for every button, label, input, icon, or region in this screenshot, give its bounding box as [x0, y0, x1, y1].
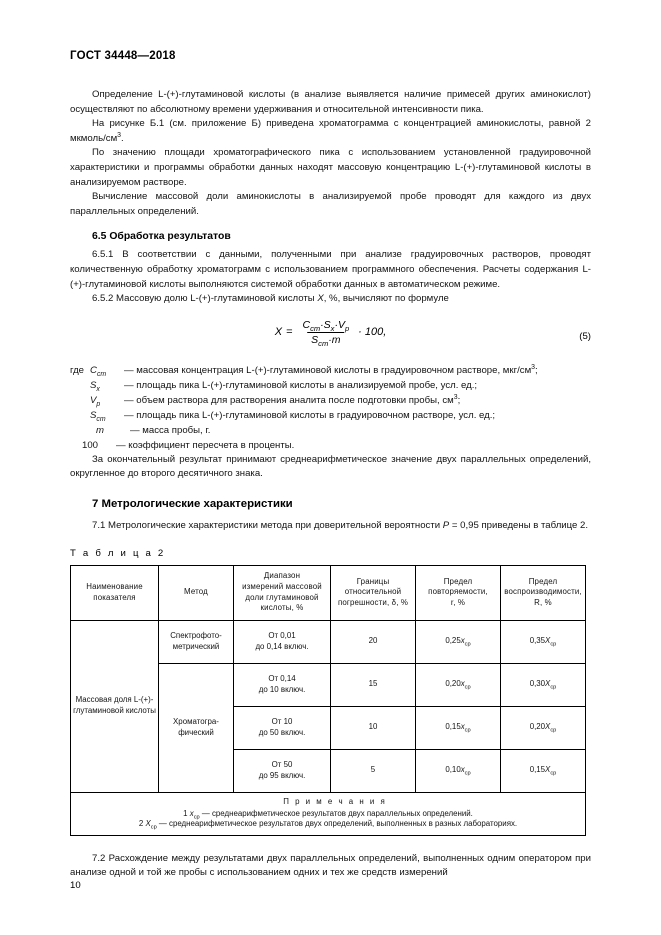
- variable-symbol: [90, 393, 124, 408]
- variable-definition: [124, 378, 591, 393]
- variable-definition: [124, 393, 591, 408]
- cell-reproducibility: [501, 706, 586, 749]
- note-variable-sub: ср: [150, 824, 157, 831]
- variable-dash: —: [124, 394, 134, 406]
- variable-symbol-text: S: [90, 409, 97, 421]
- table-notes: [71, 792, 586, 835]
- paragraph-calculation: [70, 190, 591, 219]
- variable-definition-row: [70, 378, 591, 393]
- variable-definition-sup: 3: [531, 363, 536, 371]
- numerator-v-sub: р: [344, 323, 350, 333]
- variable-symbol-text: V: [90, 394, 97, 406]
- notes-title: П р и м е ч а н и я: [283, 797, 387, 807]
- paragraph-determination: [70, 88, 591, 117]
- variable-definition-text: площадь пика L-(+)-глутаминовой кислоты в градуировочном растворе, усл. ед.;: [136, 409, 496, 421]
- range-line: до 10 включ.: [258, 684, 306, 694]
- paragraph-7-1: [70, 519, 591, 534]
- paragraph-chromatogram-text: На рисунке Б.1 (см. приложение Б) приведена хроматограмма с концентрацией аминокислоты, равной 2 мкмоль/см: [70, 118, 591, 144]
- variable-dash: —: [116, 439, 126, 451]
- paragraph-6-5-1: [70, 248, 591, 292]
- denominator-s: S: [311, 333, 319, 346]
- variable-definition-tail: ;: [457, 394, 461, 406]
- column-header-line: относительной: [344, 587, 402, 597]
- column-header-method: [159, 565, 234, 620]
- where-lead: где: [70, 364, 85, 376]
- variable-dash: —: [124, 379, 134, 391]
- variable-definition-row: [70, 408, 591, 423]
- range-line: От 0,01: [268, 630, 296, 640]
- paragraph-6-5-2: [70, 292, 591, 307]
- cell-error: 10: [331, 706, 416, 749]
- formula-equals: =: [286, 326, 293, 339]
- range-line: до 0,14 включ.: [255, 641, 309, 651]
- repeat-sub: ср: [464, 641, 471, 648]
- variable-symbol: [90, 423, 130, 438]
- cell-range: [234, 620, 331, 663]
- paragraph-final-result: [70, 453, 591, 482]
- repeat-sub: ср: [464, 727, 471, 734]
- repeat-sub: ср: [464, 770, 471, 777]
- column-header-error: [331, 565, 416, 620]
- paragraph-chromatogram-tail: .: [121, 132, 124, 144]
- variable-definition-row: [70, 423, 591, 438]
- repeat-var: x: [460, 765, 465, 775]
- paragraph-7-2: [70, 852, 591, 881]
- cell-indicator-name: Массовая доля L-(+)-глутаминовой кислоты: [71, 620, 159, 792]
- repeat-coef: 0,25: [445, 636, 461, 646]
- document-content: [70, 88, 591, 881]
- range-line: От 10: [271, 716, 293, 726]
- table-caption: Т а б л и ц а 2: [70, 547, 166, 559]
- column-header-line: Предел: [528, 576, 558, 586]
- column-header-reproducibility: [501, 565, 586, 620]
- variable-x: X: [317, 293, 324, 305]
- numerator-dot-2: ·: [334, 318, 338, 331]
- table-header: [71, 565, 586, 620]
- denominator-m: m: [331, 333, 341, 346]
- repro-sub: ср: [550, 770, 557, 777]
- numerator-s-sub: x: [330, 323, 335, 333]
- repro-coef: 0,20: [529, 722, 546, 732]
- numerator-c: C: [302, 318, 311, 331]
- formula-block: [70, 317, 591, 363]
- column-header-line: Границы: [356, 576, 390, 586]
- range-line: до 95 включ.: [258, 770, 306, 780]
- cell-repeatability: [416, 749, 501, 792]
- cell-reproducibility: [501, 749, 586, 792]
- formula-number: (5): [579, 330, 591, 342]
- repeat-coef: 0,10: [445, 765, 461, 775]
- formula-fraction: [298, 319, 353, 346]
- variable-symbol-text: C: [90, 364, 97, 376]
- repro-var: X: [545, 679, 551, 689]
- variable-symbol-sub: x: [96, 385, 100, 393]
- table-row: [71, 620, 586, 663]
- cell-reproducibility: [501, 620, 586, 663]
- method-line: Хроматогра-: [173, 716, 219, 726]
- numerator-c-sub: ст: [310, 323, 321, 333]
- variable-definition-text: площадь пика L-(+)-глутаминовой кислоты в анализируемой пробе, усл. ед.;: [136, 379, 478, 391]
- repro-coef: 0,15: [529, 765, 546, 775]
- note-variable: X: [145, 819, 151, 829]
- cell-reproducibility: [501, 663, 586, 706]
- variable-definition-row: [70, 363, 591, 378]
- repro-sub: ср: [550, 641, 557, 648]
- cell-method-spectro: [159, 620, 234, 663]
- paragraph-6-5-2-lead: 6.5.2 Массовую долю L-(+)-глутаминовой кислоты: [92, 293, 318, 305]
- variable-definition: [130, 423, 591, 438]
- formula-variable-definitions: [70, 363, 591, 453]
- note-item-2: [73, 819, 583, 830]
- paragraph-7-1-tail: = 0,95 приведены в таблице 2.: [449, 519, 589, 531]
- column-header-line: воспроизводимости,: [504, 587, 582, 597]
- formula-denominator: [307, 332, 344, 346]
- column-header-line: доли глутаминовой: [245, 592, 319, 602]
- column-header-line: Предел: [443, 576, 473, 586]
- paragraph-peak-area-text: По значению площади хроматографического пика с использованием установленной градуировочной характеристики и программы обработки данных находят массовую концентрацию L-(+)-глутаминовой кислоты в анализируемом растворе.: [70, 147, 591, 188]
- variable-definition-sup: 3: [453, 393, 458, 401]
- note-text: — среднеарифметическое результатов двух параллельных определений.: [199, 808, 473, 818]
- page-number: 10: [70, 880, 81, 891]
- variable-symbol-text: m: [96, 424, 104, 436]
- cell-method-chromato: [159, 663, 234, 792]
- repro-var: X: [545, 765, 551, 775]
- note-number: 2: [138, 819, 146, 829]
- paragraph-7-1-lead: 7.1 Метрологические характеристики метода при доверительной вероятности: [92, 519, 443, 531]
- variable-definition: [116, 438, 591, 453]
- table-body: [71, 620, 586, 835]
- repro-sub: ср: [550, 727, 557, 734]
- formula-lhs: X: [274, 326, 283, 339]
- repeat-coef: 0,20: [445, 679, 461, 689]
- numerator-s: S: [323, 318, 331, 331]
- repro-var: X: [545, 722, 551, 732]
- note-text: — среднеарифметическое результатов двух определений, выполненных в разных лабораториях.: [156, 819, 518, 829]
- metrological-characteristics-table: [70, 565, 586, 836]
- column-header-line: показателя: [93, 592, 136, 602]
- column-header-repeatability: [416, 565, 501, 620]
- repro-coef: 0,35: [529, 636, 546, 646]
- cell-error: 20: [331, 620, 416, 663]
- variable-symbol-text: 100: [82, 439, 99, 451]
- cell-error: 5: [331, 749, 416, 792]
- variable-definition: [124, 408, 591, 423]
- paragraph-final-result-text: За окончательный результат принимают среднеарифметическое значение двух параллельных определений, округленное до второго десятичного знака.: [70, 453, 591, 480]
- cell-repeatability: [416, 663, 501, 706]
- table-notes-row: [71, 792, 586, 835]
- column-header-line: измерений массовой: [242, 581, 322, 591]
- cell-error: 15: [331, 663, 416, 706]
- method-line: метрический: [172, 641, 220, 651]
- formula-tail: · 100,: [358, 326, 387, 339]
- repro-coef: 0,30: [529, 679, 546, 689]
- variable-symbol-sub: ст: [96, 415, 106, 423]
- range-line: От 50: [271, 759, 293, 769]
- variable-symbol-sub: р: [96, 400, 101, 408]
- column-header-line: r, %: [450, 597, 466, 607]
- numerator-v: V: [337, 318, 345, 331]
- method-line: Спектрофото-: [170, 630, 222, 640]
- repeat-var: x: [460, 679, 465, 689]
- paragraph-6-5-1-text: 6.5.1 В соответствии с данными, полученными при анализе градуировочных растворов, проводят количественную обработку хроматограмм с использованием программного обеспечения. Расчеты содержания L-(+)-глутаминовой кислоты выполняются системой обработки данных в автоматическом режиме.: [70, 249, 591, 290]
- column-header-line: повторяемости,: [428, 587, 488, 597]
- paragraph-7-2-text: 7.2 Расхождение между результатами двух параллельных определений, выполненных одним оператором при анализе одной и той же пробы с использованием одних и тех же средств измерений: [70, 852, 591, 879]
- denominator-s-sub: ст: [318, 338, 329, 348]
- paragraph-calculation-text: Вычисление массовой доли аминокислоты в анализируемой пробе проводят для каждого из двух параллельных определений.: [70, 191, 591, 217]
- cubic-superscript: 3: [117, 131, 122, 139]
- note-number: 1: [183, 808, 190, 818]
- repeat-var: x: [460, 636, 465, 646]
- variable-definition: [124, 363, 591, 378]
- paragraph-peak-area: [70, 146, 591, 190]
- denominator-dot: ·: [328, 333, 332, 346]
- repeat-coef: 0,15: [445, 722, 461, 732]
- variable-definition-tail: ;: [535, 364, 538, 376]
- variable-dash: —: [130, 424, 140, 436]
- range-line: до 50 включ.: [258, 727, 306, 737]
- column-header-range: [234, 565, 331, 620]
- variable-symbol: [90, 378, 124, 393]
- heading-7: 7 Метрологические характеристики: [92, 497, 293, 510]
- cell-range: [234, 706, 331, 749]
- repro-var: X: [545, 636, 551, 646]
- column-header-line: кислоты, %: [260, 603, 304, 613]
- variable-symbol-sub: ст: [96, 370, 107, 378]
- variable-definition-text: масса пробы, г.: [142, 424, 211, 436]
- mass-fraction-formula: [275, 319, 387, 346]
- variable-dash: —: [124, 364, 134, 376]
- paragraph-6-5-2-tail: , %, вычисляют по формуле: [323, 293, 449, 305]
- range-line: От 0,14: [268, 673, 296, 683]
- variable-p: P: [442, 519, 450, 531]
- note-variable: x: [189, 808, 194, 818]
- variable-definition-row: [70, 393, 591, 408]
- note-item-1: [73, 809, 583, 820]
- repro-sub: ср: [550, 684, 557, 691]
- column-header-line: Метод: [184, 587, 208, 597]
- variable-dash: —: [124, 409, 134, 421]
- cell-range: [234, 749, 331, 792]
- variable-definition-row: [70, 438, 591, 453]
- variable-symbol: [82, 438, 116, 453]
- variable-definition-text: объем раствора для растворения аналита после подготовки пробы, см: [136, 394, 454, 406]
- paragraph-chromatogram: [70, 117, 591, 146]
- cell-repeatability: [416, 620, 501, 663]
- page-header: ГОСТ 34448—2018: [70, 50, 176, 62]
- variable-symbol-text: S: [90, 379, 97, 391]
- cell-repeatability: [416, 706, 501, 749]
- numerator-dot-1: ·: [320, 318, 324, 331]
- column-header-line: Наименование: [86, 581, 143, 591]
- column-header-indicator: [71, 565, 159, 620]
- formula-numerator: [298, 319, 353, 332]
- repeat-var: x: [460, 722, 465, 732]
- table-header-row: [71, 565, 586, 620]
- method-line: фический: [178, 727, 214, 737]
- note-variable-sub: ср: [193, 814, 200, 821]
- paragraph-determination-text: Определение L-(+)-глутаминовой кислоты (в анализе выявляется наличие примесей других аминокислот) осуществляют по абсолютному времени удерживания и относительной интенсивности пика.: [70, 89, 591, 115]
- variable-symbol: [90, 363, 124, 378]
- variable-definition-text: коэффициент пересчета в проценты.: [128, 439, 295, 451]
- column-header-line: Диапазон: [263, 571, 301, 581]
- heading-6-5: 6.5 Обработка результатов: [92, 231, 231, 243]
- cell-range: [234, 663, 331, 706]
- column-header-line: R, %: [534, 597, 552, 607]
- column-header-line: погрешности, δ, %: [337, 597, 409, 607]
- variable-definition-text: массовая концентрация L-(+)-глутаминовой кислоты в градуировочном растворе, мкг/см: [136, 364, 532, 376]
- variable-symbol: [90, 408, 124, 423]
- repeat-sub: ср: [464, 684, 471, 691]
